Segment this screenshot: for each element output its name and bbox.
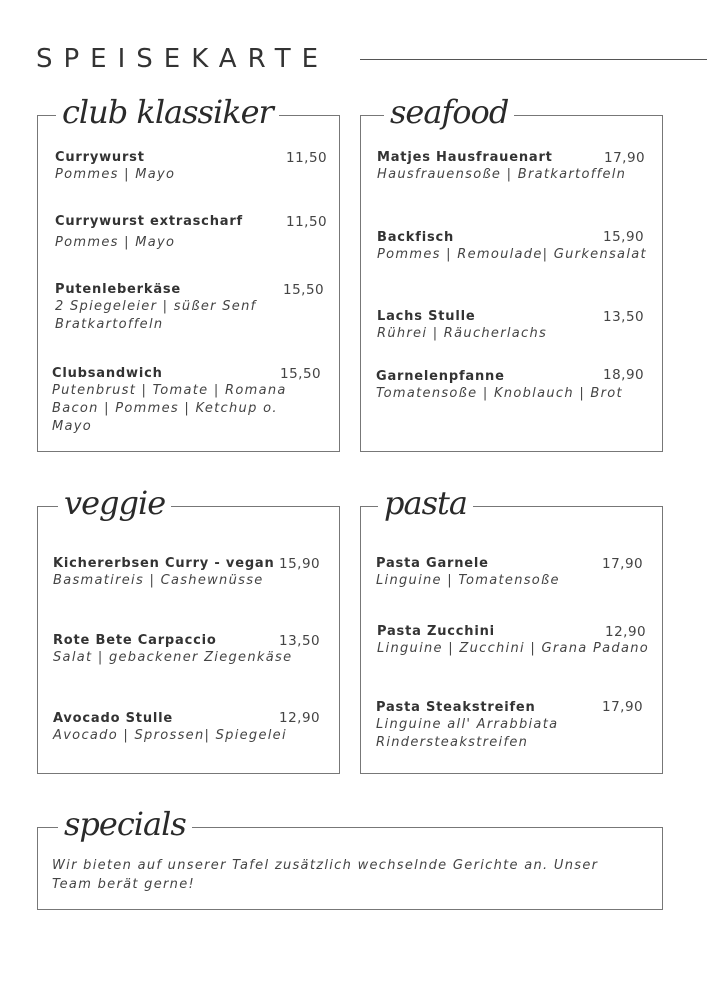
item-name: Lachs Stulle <box>377 309 476 324</box>
item-price: 11,50 <box>286 214 328 230</box>
item-desc: Pommes | Mayo <box>55 235 176 250</box>
item-name: Currywurst extrascharf <box>55 214 243 229</box>
title-divider <box>360 59 707 60</box>
specials-text: Wir bieten auf unserer Tafel zusätzlich wechselnde Gerichte an. Unser Team berät gerne! <box>52 858 599 892</box>
item-name: Rote Bete Carpaccio <box>53 633 217 648</box>
item-price: 15,50 <box>283 282 325 298</box>
item-name: Pasta Steakstreifen <box>376 700 536 715</box>
item-name: Backfisch <box>377 230 455 245</box>
item-price: 11,50 <box>286 150 328 166</box>
item-desc: Rührei | Räucherlachs <box>377 326 548 341</box>
section-title-veggie: veggie <box>58 483 171 523</box>
item-price: 12,90 <box>605 624 647 640</box>
item-desc: 2 Spiegeleier | süßer Senf Bratkartoffeln <box>55 299 257 332</box>
item-desc: Linguine | Zucchini | Grana Padano <box>377 641 650 656</box>
item-price: 13,50 <box>603 309 645 325</box>
item-name: Avocado Stulle <box>53 711 174 726</box>
item-desc: Basmatireis | Cashewnüsse <box>53 573 264 588</box>
menu-item <box>376 700 596 752</box>
item-desc: Pommes | Remoulade| Gurkensalat <box>377 247 647 262</box>
menu-item <box>55 214 280 252</box>
section-title-pasta: pasta <box>378 483 473 523</box>
item-name: Currywurst <box>55 150 145 165</box>
item-name: Clubsandwich <box>52 366 163 381</box>
menu-item <box>55 150 280 184</box>
item-name: Garnelenpfanne <box>376 369 505 384</box>
item-price: 17,90 <box>602 556 644 572</box>
item-price: 18,90 <box>603 367 645 383</box>
page-title: SPEISEKARTE <box>36 44 330 74</box>
item-desc: Hausfrauensoße | Bratkartoffeln <box>377 167 627 182</box>
item-price: 17,90 <box>602 699 644 715</box>
item-price: 17,90 <box>604 150 646 166</box>
section-title-seafood: seafood <box>384 92 514 132</box>
section-title-club-klassiker: club klassiker <box>56 92 279 132</box>
item-price: 13,50 <box>279 633 321 649</box>
item-desc: Pommes | Mayo <box>55 167 176 182</box>
section-title-specials: specials <box>58 804 192 844</box>
item-desc: Putenbrust | Tomate | Romana Bacon | Pommes | Ketchup o. Mayo <box>52 383 287 434</box>
item-name: Kichererbsen Curry - vegan <box>53 556 275 571</box>
item-price: 12,90 <box>279 710 321 726</box>
item-desc: Linguine all' Arrabbiata Rindersteakstreifen <box>376 717 559 750</box>
item-desc: Tomatensoße | Knoblauch | Brot <box>376 386 623 401</box>
item-price: 15,50 <box>280 366 322 382</box>
item-name: Pasta Garnele <box>376 556 489 571</box>
item-name: Putenleberkäse <box>55 282 182 297</box>
item-desc: Salat | gebackener Ziegenkäse <box>53 650 293 665</box>
item-desc: Avocado | Sprossen| Spiegelei <box>53 728 287 743</box>
menu-item <box>52 366 297 436</box>
menu-item <box>55 282 270 334</box>
item-name: Pasta Zucchini <box>377 624 495 639</box>
item-price: 15,90 <box>279 556 321 572</box>
item-price: 15,90 <box>603 229 645 245</box>
item-name: Matjes Hausfrauenart <box>377 150 553 165</box>
item-desc: Linguine | Tomatensoße <box>376 573 560 588</box>
